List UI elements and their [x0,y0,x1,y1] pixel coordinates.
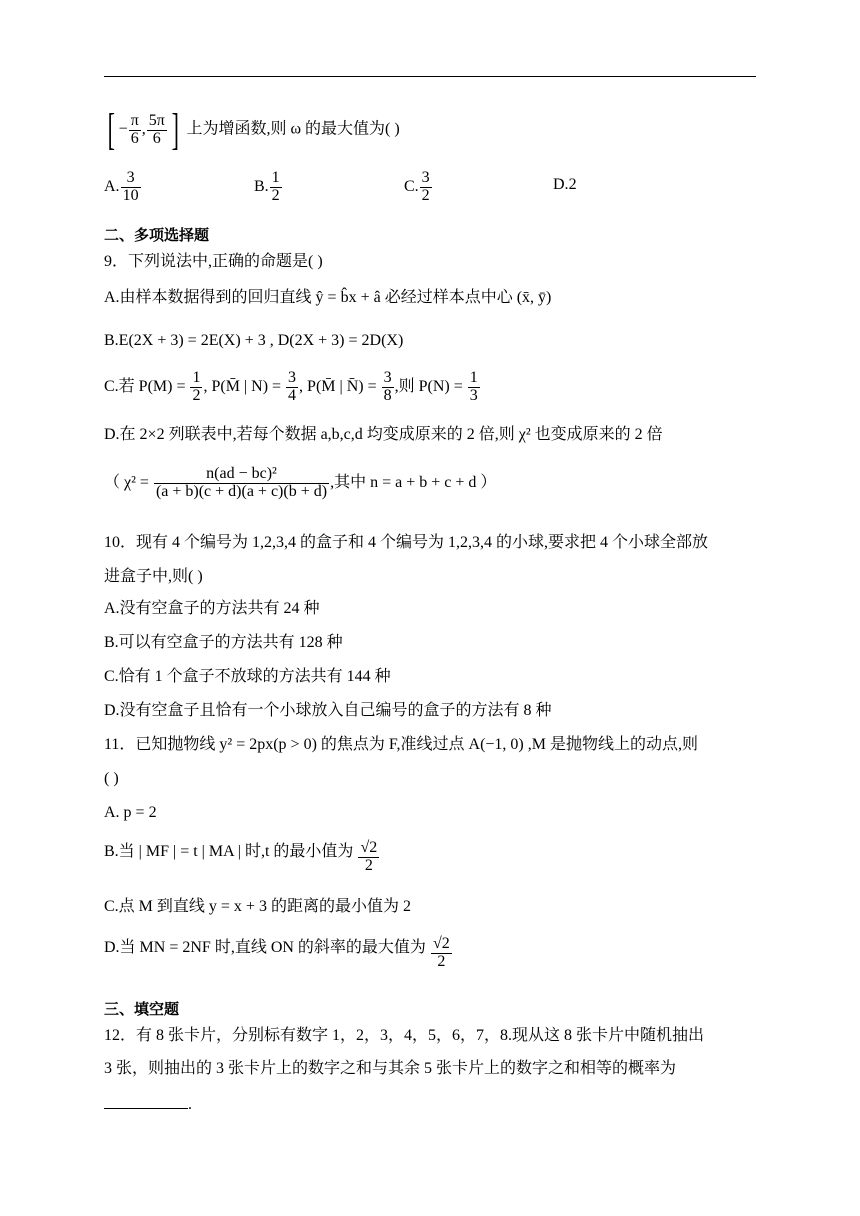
q10-option-d[interactable]: D.没有空盒子且恰有一个小球放入自己编号的盒子的方法有 8 种 [104,702,552,719]
q8-option-d[interactable]: D.2 [553,176,577,193]
left-bracket: [ [107,105,115,154]
section-3-heading: 三、填空题 [104,1000,180,1018]
chi-square-formula: （ χ² = $\frac{\text{n(ad − bc)²}}{(a + b)(c + d)(a + c)(b + d)}$ ,其中 n = a + b + c + d ） [104,465,497,500]
fraction-5pi-6: $\frac{5\pi}{6}$ [148,111,165,147]
q8-interval-line: [ − $\frac{\pi}{6}$ , $\frac{5\pi}{6}$ ] 上为增函数,则 ω 的最大值为( ) [107,105,400,154]
q12-line2: 3 张，则抽出的 3 张卡片上的数字之和与其余 5 张卡片上的数字之和相等的概率为 [104,1060,677,1077]
q11-option-c[interactable]: C.点 M 到直线 y = x + 3 的距离的最小值为 2 [104,898,411,915]
q9-stem: 9．下列说法中,正确的命题是( ) [104,253,323,270]
q10-option-c[interactable]: C.恰有 1 个盒子不放球的方法共有 144 种 [104,668,391,685]
minus-sign: − [118,120,128,138]
q8-option-a[interactable]: A. $\frac{3}{10}$ [104,169,139,204]
q9-option-d[interactable]: D.在 2×2 列联表中,若每个数据 a,b,c,d 均变成原来的 2 倍,则 χ² 也变成原来的 2 倍 [104,426,663,443]
q11-stem-line2: ( ) [104,770,119,787]
q10-stem-line1: 10．现有 4 个编号为 1,2,3,4 的盒子和 4 个编号为 1,2,3,4 的小球,要求把 4 个小球全部放 [104,534,709,551]
q8-option-c[interactable]: C. $\frac{3}{2}$ [404,169,430,204]
right-bracket: ] [171,105,179,154]
fraction-pi-6: $\frac{\pi}{6}$ [130,111,139,147]
q8-stem-tail: 上为增函数,则 ω 的最大值为( ) [186,120,400,138]
q11-option-b[interactable]: B.当 | MF | = t | MA | 时,t 的最小值为 $\frac{√2}{2}$ [104,839,378,874]
q11-option-d[interactable]: D.当 MN = 2NF 时,直线 ON 的斜率的最大值为 $\frac{√2}{2}$ [104,935,450,970]
q11-stem-line1: 11．已知抛物线 y² = 2px(p > 0) 的焦点为 F,准线过点 A(−1, 0) ,M 是抛物线上的动点,则 [104,736,698,753]
answer-blank[interactable] [104,1092,188,1109]
q12-line1: 12．有 8 张卡片，分别标有数字 1，2，3，4，5，6，7，8.现从这 8 张卡片中随机抽出 [104,1027,705,1044]
q9-option-a[interactable]: A.由样本数据得到的回归直线 ŷ = b̂x + â 必经过样本点中心 (x̄, ȳ) [104,289,552,306]
section-2-heading: 二、多项选择题 [104,226,210,244]
q10-option-b[interactable]: B.可以有空盒子的方法共有 128 种 [104,634,343,651]
q9-option-c[interactable]: C.若 P(M) = $\frac{1}{2}$ , P(M̄ | N) = $\frac{3}{4}$ , P(M̄ | N̄) = $\frac{3}{8}$ ,则 P(N) = $\frac{1}{3}$ [104,369,478,404]
q10-option-a[interactable]: A.没有空盒子的方法共有 24 种 [104,600,320,617]
header-rule [104,76,756,77]
q9-option-b[interactable]: B.E(2X + 3) = 2E(X) + 3 , D(2X + 3) = 2D(X) [104,332,404,349]
q11-option-a[interactable]: A. p = 2 [104,804,157,821]
q8-option-b[interactable]: B. $\frac{1}{2}$ [254,169,280,204]
q12-answer-line: . [104,1092,192,1116]
q10-stem-line2: 进盒子中,则( ) [104,568,203,585]
